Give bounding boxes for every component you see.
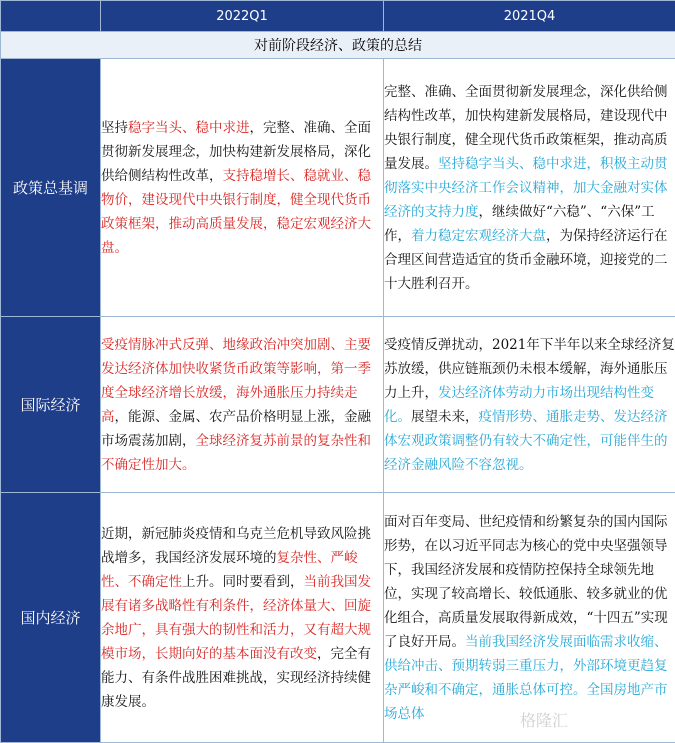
text-run: 复杂性、严峻性、不确定性: [101, 549, 358, 590]
text-run: 上升。同时要看到，: [182, 573, 304, 590]
text-run: 着力稳定宏观经济大盘: [411, 227, 546, 244]
cell-text: [384, 337, 675, 473]
cell-text: [101, 526, 371, 710]
header-2021q4: 2021Q4: [384, 1, 675, 32]
row-label-policy: 政策总基调: [1, 59, 101, 317]
text-run: ，为保持经济运行在合理区间营造适宜的货币金融环境，迎接党的二十大胜利召开。: [384, 227, 668, 292]
cell-text: [384, 84, 668, 292]
text-run: ，能源、金属、农产品价格明显上涨，金融市场震荡加剧，: [101, 408, 371, 449]
table-row: [1, 59, 675, 317]
text-run: 疫情形势、通胀走势、发达经济体宏观政策调整仍有较大不确定性，可能伴生的经济金融风险不容忽视。: [384, 408, 668, 473]
text-run: 当前我国经济发展面临需求收缩、供给冲击、预期转弱三重压力，外部环境更趋复杂严峻和不确定，通胀总体可控。全国房地产市场总体: [384, 633, 668, 722]
row-label-domestic: 国内经济: [1, 493, 101, 743]
policy-2021q4: [384, 59, 675, 317]
text-run: 受疫情反弹扰动，2021年下半年以来全球经济复苏放缓，供应链瓶颈仍未根本缓解，海外通胀压力上升，: [384, 336, 675, 401]
text-run: 全球经济复苏前景的复杂性和不确定性加大。: [101, 432, 371, 473]
cell-text: [101, 337, 371, 473]
policy-2022q1: [101, 59, 384, 317]
text-run: 坚持稳字当头、稳中求进，积极主动贯彻落实中央经济工作会议精神，加大金融对实体经济的支持力度: [384, 155, 668, 220]
text-run: 受疫情脉冲式反弹、地缘政治冲突加剧、主要发达经济体加快收紧货币政策等影响，第一季度全球经济增长放缓，海外通胀压力持续走高: [101, 336, 371, 425]
text-run: 近期，新冠肺炎疫情和乌克兰危机导致风险挑战增多，我国经济发展环境的: [101, 525, 371, 566]
row-label-international: 国际经济: [1, 317, 101, 493]
text-run: 当前我国发展有诸多战略性有利条件，经济体量大、回旋余地广，具有强大的韧性和活力，又有超大规模市场，长期向好的基本面没有改变: [101, 573, 371, 662]
international-2021q4: [384, 317, 675, 493]
text-run: ，完全有能力、有条件战胜困难挑战，实现经济持续健康发展。: [101, 645, 371, 710]
text-run: 完整、准确、全面贯彻新发展理念，深化供给侧结构性改革，加快构建新发展格局，建设现代中央银行制度，健全现代货币政策框架，推动高质量发展。: [384, 83, 668, 172]
text-run: ，继续做好“六稳”、“六保”工作，: [384, 203, 655, 244]
table-row: [1, 493, 675, 743]
cell-text: [384, 514, 668, 722]
header-corner: [1, 1, 101, 32]
text-run: 面对百年变局、世纪疫情和纷繁复杂的国内国际形势，在以习近平同志为核心的党中央坚强领导下，我国经济发展和疫情防控保持全球领先地位，实现了较高增长、较低通胀、较多就业的优化组合，高质量发展取得新成效，“十四五”实现了良好开局。: [384, 513, 668, 650]
domestic-2022q1: [101, 493, 384, 743]
watermark-logo: 格隆汇: [520, 711, 569, 730]
text-run: ，完整、准确、全面贯彻新发展理念，加快构建新发展格局，深化供给侧结构性改革，: [101, 119, 371, 184]
section-title: 对前阶段经济、政策的总结: [1, 32, 675, 59]
section-title-row: [1, 32, 675, 59]
text-run: 坚持: [101, 119, 128, 136]
header-2022q1: 2022Q1: [101, 1, 384, 32]
table-row: [1, 317, 675, 493]
international-2022q1: [101, 317, 384, 493]
header-row: [1, 1, 675, 32]
text-run: 支持稳增长、稳就业、稳物价，建设现代中央银行制度，健全现代货币政策框架，推动高质量发展，稳定宏观经济大盘。: [101, 167, 371, 256]
text-run: 稳字当头、稳中求进: [128, 119, 250, 136]
domestic-2021q4: [384, 493, 675, 743]
cell-text: [101, 120, 371, 256]
text-run: 发达经济体劳动力市场出现结构性变化。: [384, 384, 654, 425]
text-run: 展望未来，: [411, 408, 479, 425]
